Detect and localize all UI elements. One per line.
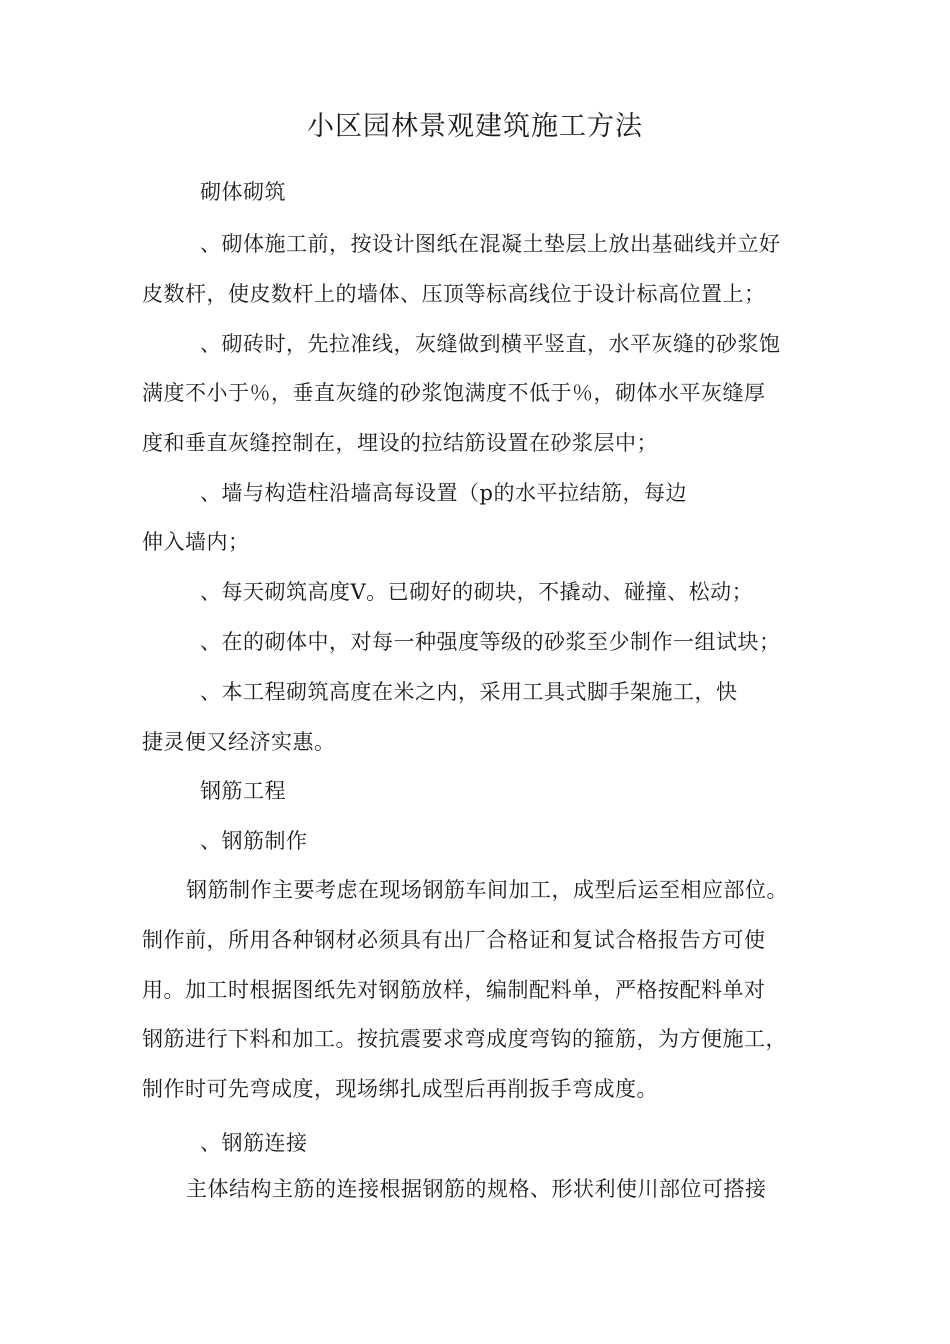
paragraph-line: 钢筋进行下料和加工。按抗震要求弯成度弯钩的箍筋，为方便施工， bbox=[142, 1027, 787, 1051]
section-heading-masonry: 砌体砌筑 bbox=[200, 180, 286, 204]
paragraph-line: 满度不小于％，垂直灰缝的砂浆饱满度不低于％，砌体水平灰缝厚 bbox=[142, 381, 766, 405]
subsection-heading-rebar-fabrication: 、钢筋制作 bbox=[200, 829, 308, 853]
paragraph-line: 、砌体施工前，按设计图纸在混凝土垫层上放出基础线并立好 bbox=[200, 232, 781, 256]
paragraph-line: 伸入墙内； bbox=[142, 530, 250, 554]
paragraph-line: 制作时可先弯成度，现场绑扎成型后再削扳手弯成度。 bbox=[142, 1077, 658, 1101]
paragraph-line: 钢筋制作主要考虑在现场钢筋车间加工，成型后运至相应部位。 bbox=[186, 878, 788, 902]
section-heading-rebar: 钢筋工程 bbox=[200, 779, 286, 803]
paragraph-line: 皮数杆，使皮数杆上的墙体、压顶等标高线位于设计标高位置上； bbox=[142, 282, 766, 306]
paragraph-line: 用。加工时根据图纸先对钢筋放样，编制配料单，严格按配料单对 bbox=[142, 978, 766, 1002]
subsection-heading-rebar-connection: 、钢筋连接 bbox=[200, 1131, 308, 1155]
paragraph-line: 捷灵便又经济实惠。 bbox=[142, 730, 336, 754]
paragraph-line: 、砌砖时，先拉准线，灰缝做到横平竖直，水平灰缝的砂浆饱 bbox=[200, 332, 781, 356]
paragraph-line: 、每天砌筑高度V。已砌好的砌块，不撬动、碰撞、松动； bbox=[200, 580, 754, 604]
paragraph-line: 、本工程砌筑高度在米之内，采用工具式脚手架施工，快 bbox=[200, 680, 738, 704]
paragraph-line: 度和垂直灰缝控制在，埋设的拉结筋设置在砂浆层中； bbox=[142, 431, 658, 455]
paragraph-line: 制作前，所用各种钢材必须具有出厂合格证和复试合格报告方可使 bbox=[142, 928, 766, 952]
page-title: 小区园林景观建筑施工方法 bbox=[307, 111, 643, 142]
paragraph-line: 、在的砌体中，对每一种强度等级的砂浆至少制作一组试块； bbox=[200, 630, 781, 654]
paragraph-line: 主体结构主筋的连接根据钢筋的规格、形状利使川部位可搭接 bbox=[186, 1177, 767, 1201]
paragraph-line: 、墙与构造柱沿墙高每设置（p的水平拉结筋，每边 bbox=[200, 481, 687, 505]
